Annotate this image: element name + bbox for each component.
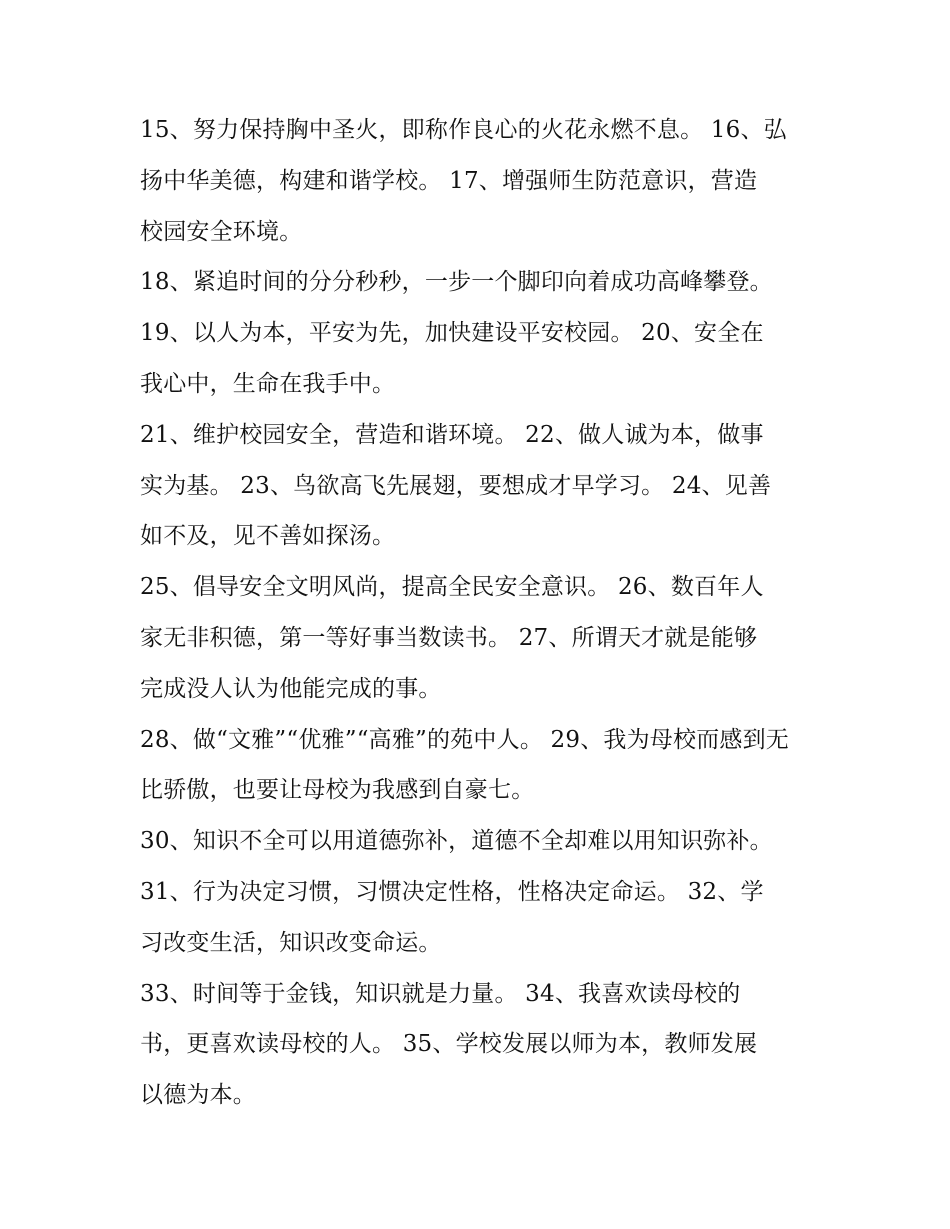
text-line-4: 18、紧追时间的分分秒秒，一步一个脚印向着成功高峰攀登。	[140, 269, 773, 296]
text-line-20: 以德为本。	[140, 1082, 256, 1109]
text-line-16: 31、行为决定习惯，习惯决定性格，性格决定命运。 32、学	[140, 878, 764, 905]
text-line-2: 扬中华美德，构建和谐学校。 17、增强师生防范意识，营造	[140, 167, 758, 194]
text-line-10: 25、倡导安全文明风尚，提高全民安全意识。 26、数百年人	[140, 574, 764, 601]
text-line-17: 习改变生活，知识改变命运。	[140, 929, 442, 956]
text-line-12: 完成没人认为他能完成的事。	[140, 675, 442, 702]
text-line-19: 书，更喜欢读母校的人。 35、学校发展以师为本，教师发展	[140, 1031, 758, 1058]
text-line-14: 比骄傲，也要让母校为我感到自豪七。	[140, 777, 535, 804]
text-line-15: 30、知识不全可以用道德弥补，道德不全却难以用知识弥补。	[140, 828, 773, 855]
text-line-5: 19、以人为本，平安为先，加快建设平安校园。 20、安全在	[140, 320, 764, 347]
text-line-3: 校园安全环境。	[140, 218, 303, 245]
text-line-6: 我心中，生命在我手中。	[140, 370, 396, 397]
text-line-8: 实为基。 23、鸟欲高飞先展翅，要想成才早学习。 24、见善	[140, 472, 772, 499]
text-line-7: 21、维护校园安全，营造和谐环境。 22、做人诚为本，做事	[140, 421, 764, 448]
document-body	[140, 105, 820, 1121]
text-line-9: 如不及，见不善如探汤。	[140, 523, 396, 550]
text-line-11: 家无非积德，第一等好事当数读书。 27、所谓天才就是能够	[140, 624, 758, 651]
text-line-13: 28、做“文雅”“优雅”“高雅”的苑中人。 29、我为母校而感到无	[140, 726, 789, 753]
text-line-18: 33、时间等于金钱，知识就是力量。 34、我喜欢读母校的	[140, 980, 741, 1007]
text-line-1: 15、努力保持胸中圣火，即称作良心的火花永燃不息。 16、弘	[140, 117, 787, 143]
